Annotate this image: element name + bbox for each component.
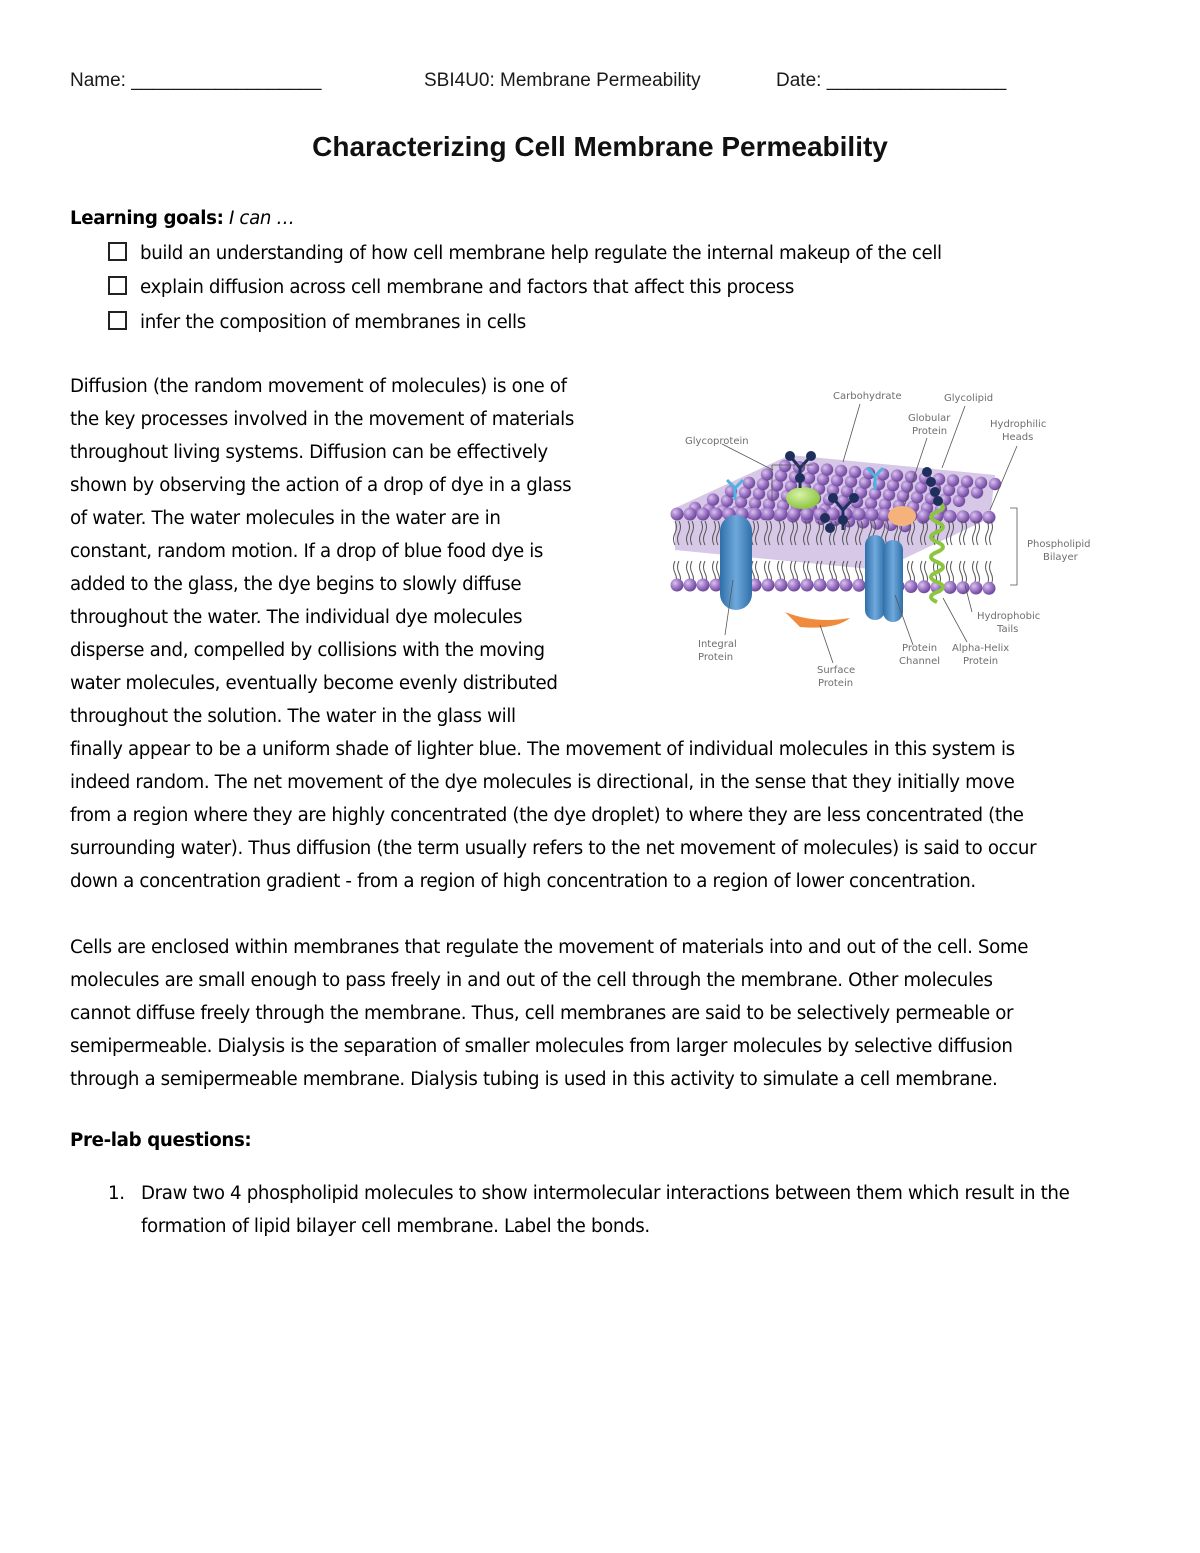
phospholipid-head — [891, 469, 903, 481]
text-line: disperse and, compelled by collisions with the moving — [70, 640, 545, 661]
label-carbohydrate: Carbohydrate — [833, 391, 902, 402]
learning-goals-heading — [70, 208, 294, 229]
label-protein-channel: Protein — [902, 643, 938, 654]
learning-goal-text: explain diffusion across cell membrane and factors that affect this process — [140, 277, 794, 298]
label-hydrophilic-heads: Heads — [1002, 432, 1034, 443]
phospholipid-head — [710, 508, 723, 521]
text-line: throughout the solution. The water in the glass will — [70, 706, 516, 727]
text-line: of water. The water molecules in the water are in — [70, 508, 501, 529]
header-line — [70, 70, 1130, 98]
prelab-heading: Pre-lab questions: — [70, 1130, 252, 1151]
label-hydrophobic-tails: Hydrophobic — [977, 611, 1041, 622]
phospholipid-head — [801, 579, 814, 592]
phospholipid-head — [866, 508, 879, 521]
phospholipid-head — [762, 508, 775, 521]
phospholipid-head — [983, 511, 996, 524]
label-glycolipid: Glycolipid — [944, 393, 994, 404]
text-line: Diffusion (the random movement of molecules) is one of — [70, 376, 567, 397]
globular-protein-shape — [786, 487, 820, 509]
phospholipid-head — [743, 477, 755, 489]
label-globular-protein: Protein — [912, 426, 948, 437]
label-surface-protein: Surface — [817, 665, 856, 676]
diffusion-paragraph-narrow — [70, 370, 630, 733]
phospholipid-head — [788, 579, 801, 592]
phospholipid-head — [961, 475, 973, 487]
phospholipid-head — [849, 466, 861, 478]
phospholipid-head — [749, 508, 762, 521]
phospholipid-head — [821, 463, 833, 475]
integral-protein-shape — [720, 515, 752, 610]
phospholipid-head — [957, 581, 970, 594]
phospholipid-head — [788, 508, 801, 521]
phospholipid-head — [697, 579, 710, 592]
learning-goal-text: infer the composition of membranes in cells — [140, 312, 526, 333]
phospholipid-head — [905, 580, 918, 593]
phospholipid-head — [957, 510, 970, 523]
learning-goals-label: Learning goals: — [70, 208, 224, 229]
phospholipid-head — [827, 579, 840, 592]
phospholipid-head — [775, 579, 788, 592]
learning-goal-item — [108, 311, 526, 341]
learning-goal-item — [108, 276, 794, 306]
phospholipid-head — [853, 508, 866, 521]
phospholipid-tail — [977, 521, 980, 585]
label-globular-protein: Globular — [908, 413, 951, 424]
text-line: surrounding water). Thus diffusion (the term usually refers to the net movement of molecules) is said to occur — [70, 838, 1037, 859]
bilayer-bracket — [1010, 508, 1017, 585]
phospholipid-head — [944, 581, 957, 594]
learning-goals-lead: I can … — [228, 208, 295, 229]
phospholipid-head — [684, 508, 697, 521]
text-line: cannot diffuse freely through the membrane. Thus, cell membranes are said to be selectively permeable or — [70, 1003, 1014, 1024]
checkbox-icon[interactable] — [108, 311, 127, 330]
globular-protein-shape — [888, 506, 916, 526]
phospholipid-head — [801, 508, 814, 521]
phospholipid-head — [918, 509, 931, 522]
phospholipid-tail — [973, 521, 976, 585]
phospholipid-tail — [986, 521, 989, 585]
page-title: Characterizing Cell Membrane Permeability — [312, 131, 888, 162]
text-line: shown by observing the action of a drop of dye in a glass — [70, 475, 572, 496]
text-line: from a region where they are highly concentrated (the dye droplet) to where they are less concentrated (the — [70, 805, 1024, 826]
text-line: finally appear to be a uniform shade of lighter blue. The movement of individual molecules in this system is — [70, 739, 1015, 760]
bottom-head-layer — [671, 579, 996, 595]
learning-goal-item — [108, 242, 942, 272]
label-surface-protein: Protein — [818, 678, 854, 689]
label-phospholipid-bilayer: Phospholipid — [1027, 539, 1091, 550]
phospholipid-head — [947, 474, 959, 486]
protein-channel-shape — [865, 535, 885, 620]
phospholipid-head — [944, 510, 957, 523]
phospholipid-head — [853, 579, 866, 592]
text-line: through a semipermeable membrane. Dialysis tubing is used in this activity to simulate a cell membrane. — [70, 1069, 998, 1090]
text-line: molecules are small enough to pass freely in and out of the cell through the membrane. Other molecules — [70, 970, 993, 991]
phospholipid-head — [840, 579, 853, 592]
text-line: indeed random. The net movement of the dye molecules is directional, in the sense that they initially move — [70, 772, 1015, 793]
label-integral-protein: Protein — [698, 652, 734, 663]
text-line: added to the glass, the dye begins to slowly diffuse — [70, 574, 522, 595]
phospholipid-head — [970, 511, 983, 524]
label-glycoprotein: Glycoprotein — [685, 436, 749, 447]
date-field-label: Date: _________________ — [776, 70, 1007, 91]
text-line: water molecules, eventually become evenly distributed — [70, 673, 558, 694]
question-text: Draw two 4 phospholipid molecules to show intermolecular interactions between them which result in the formation of lipid bilayer cell membrane. Label the bonds. — [141, 1183, 1070, 1237]
phospholipid-head — [918, 580, 931, 593]
phospholipid-head — [779, 460, 791, 472]
name-field-label: Name: __________________ — [70, 70, 322, 91]
checkbox-icon[interactable] — [108, 276, 127, 295]
phospholipid-tail — [990, 521, 993, 585]
prelab-question-1 — [108, 1177, 1128, 1243]
label-integral-protein: Integral — [698, 639, 737, 650]
text-line: the key processes involved in the movement of materials — [70, 409, 574, 430]
label-alpha-helix-protein: Protein — [963, 656, 999, 667]
phospholipid-head — [697, 508, 710, 521]
text-line: down a concentration gradient - from a region of high concentration to a region of lower concentration. — [70, 871, 976, 892]
text-line: semipermeable. Dialysis is the separation of smaller molecules from larger molecules by selective diffusion — [70, 1036, 1013, 1057]
phospholipid-head — [761, 468, 773, 480]
phospholipid-head — [983, 582, 996, 595]
label-hydrophilic-heads: Hydrophilic — [990, 419, 1047, 430]
course-label: SBI4U0: Membrane Permeability — [424, 70, 701, 91]
phospholipid-head — [762, 579, 775, 592]
phospholipid-head — [975, 477, 987, 489]
phospholipid-head — [671, 579, 684, 592]
surface-protein-shape — [785, 612, 850, 628]
phospholipid-head — [671, 508, 684, 521]
phospholipid-head — [835, 465, 847, 477]
phospholipid-head — [684, 579, 697, 592]
membranes-paragraph — [70, 931, 1132, 1096]
phospholipid-head — [707, 493, 719, 505]
label-hydrophobic-tails: Tails — [997, 624, 1019, 635]
phospholipid-head — [970, 582, 983, 595]
label-protein-channel: Channel — [899, 656, 941, 667]
text-line: constant, random motion. If a drop of blue food dye is — [70, 541, 544, 562]
learning-goal-text: build an understanding of how cell membrane help regulate the internal makeup of the cell — [140, 243, 942, 264]
phospholipid-head — [807, 462, 819, 474]
checkbox-icon[interactable] — [108, 242, 127, 261]
text-line: Cells are enclosed within membranes that regulate the movement of materials into and out of the cell. Some — [70, 937, 1029, 958]
question-number: 1. — [108, 1183, 125, 1204]
label-phospholipid-bilayer: Bilayer — [1043, 552, 1078, 563]
cell-membrane-diagram — [665, 380, 1105, 695]
phospholipid-head — [814, 579, 827, 592]
text-line: throughout the water. The individual dye molecules — [70, 607, 523, 628]
membrane-svg — [665, 380, 1105, 695]
label-alpha-helix-protein: Alpha-Helix — [952, 643, 1010, 654]
phospholipid-head — [775, 508, 788, 521]
phospholipid-tail — [964, 521, 967, 585]
text-line: throughout living systems. Diffusion can be effectively — [70, 442, 548, 463]
diffusion-paragraph-wide — [70, 733, 1132, 898]
